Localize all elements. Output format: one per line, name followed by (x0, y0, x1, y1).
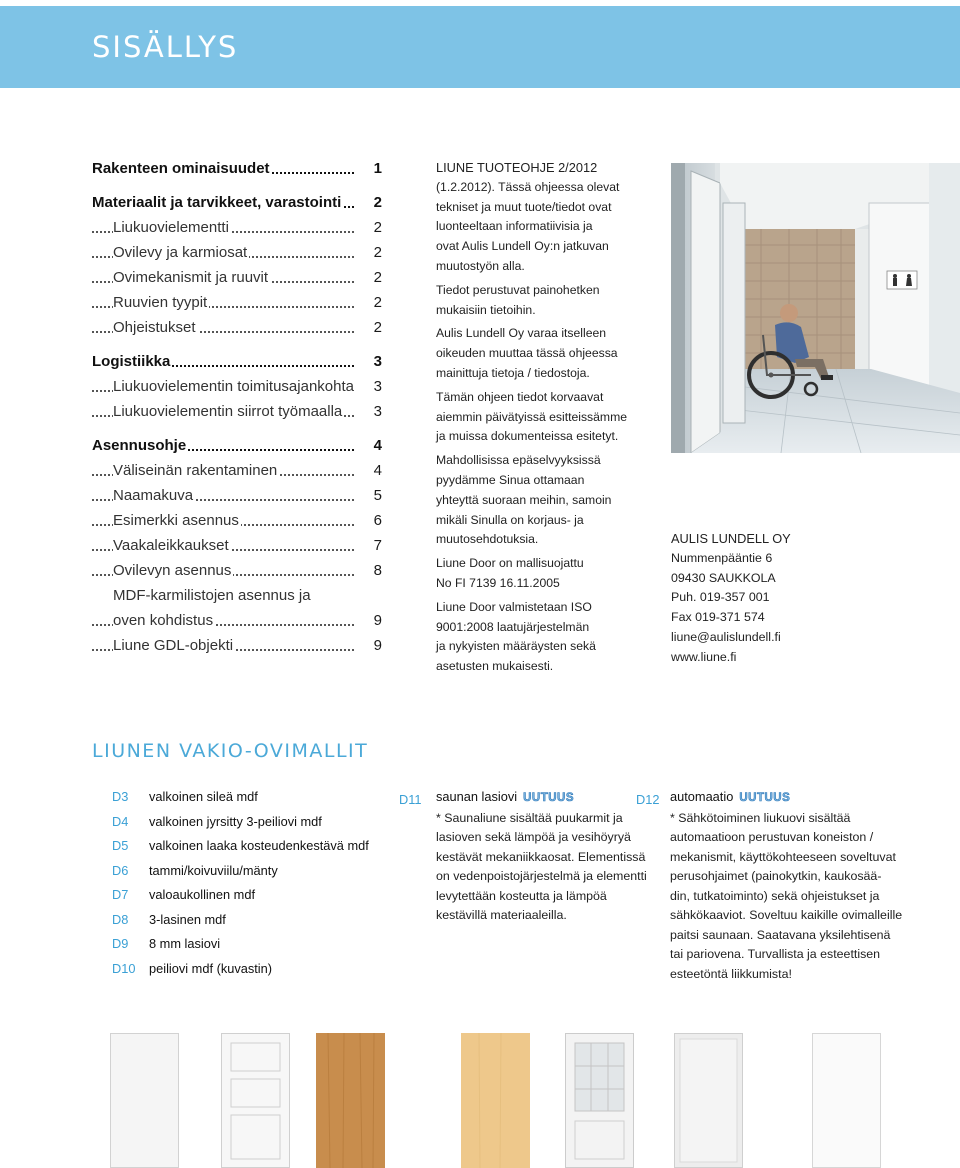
toc-entry (92, 583, 382, 608)
toc-entry-label: Ovimekanismit ja ruuvit (113, 265, 270, 290)
toc-entry-page: 2 (373, 244, 382, 261)
info-line: Liune Door on mallisuojattu (436, 556, 584, 571)
toc-entry (92, 608, 382, 633)
door-model-code: D6 (112, 862, 129, 878)
feature-line: esteetöntä liikkumista! (670, 966, 792, 981)
info-line: luonteeltaan informatiivisia ja (436, 219, 593, 234)
toc-entry-label: Materiaalit ja tarvikkeet, varastointi (92, 190, 343, 215)
door-model-code: D5 (112, 838, 129, 853)
feature-line: lasioven sekä lämpöä ja vesihöyryä (436, 830, 631, 844)
info-line: muutosehdotuksia. (436, 532, 539, 547)
feature-line: * Sähkötoiminen liukuovi sisältää (670, 810, 851, 825)
contact-line: www.liune.fi (671, 649, 737, 664)
feature-line: mekanismit, käyttökohteeseen soveltuvat (670, 849, 896, 864)
toc-entry-page: 2 (373, 194, 382, 211)
info-line: aiemmin päivätyissä esitteissämme (436, 409, 628, 424)
door-birch-veneer (461, 1033, 530, 1168)
door-model-description: peiliovi mdf (kuvastin) (149, 960, 273, 976)
feature-line: paitsi saunaan. Saatavana yksilehtisenä (670, 927, 891, 942)
toc-entry-label: Asennusohje (92, 433, 188, 458)
feature-body (436, 787, 647, 926)
info-line: oikeuden muuttaa tässä ohjeessa (436, 346, 618, 361)
toc-entry-page: 9 (373, 612, 382, 629)
door-model-code: D7 (112, 887, 129, 902)
toc-entry (92, 215, 382, 240)
toc-entry (92, 399, 382, 424)
new-badge: UUTUUS (523, 792, 575, 804)
toc-entry (92, 156, 382, 181)
door-model-code: D9 (112, 936, 129, 951)
info-line: ja nykyisten määräysten sekä (436, 639, 596, 654)
toc-gap (92, 424, 382, 433)
feature-line: sähkökaaviot. Soveltuu kaikille ovimalleille (670, 908, 903, 922)
toc-entry-label: Esimerkki asennus (113, 508, 241, 533)
info-line: mikäli Sinulla on korjaus- ja (436, 512, 584, 527)
toc-entry-label: Liukuovielementti (113, 215, 231, 240)
feature-line: perusohjaimet (painokytkin, kaukosää- (670, 869, 882, 883)
toc-entry (92, 240, 382, 265)
toc-entry (92, 190, 382, 215)
toc-entry-label: Ovilevyn asennus (113, 558, 233, 583)
info-line: Tämän ohjeen tiedot korvaavat (436, 389, 604, 404)
info-paragraph (436, 158, 636, 277)
door-d9-glass (674, 1033, 743, 1168)
toc-entry-page: 7 (373, 537, 382, 554)
info-line: tekniset ja muut tuote/tiedot ovat (436, 199, 612, 214)
door-d10-mirror-white (812, 1033, 881, 1168)
feature-code: D12 (636, 792, 660, 807)
feature-heading (436, 787, 647, 809)
door-model-description: tammi/koivuviilu/mänty (149, 862, 278, 878)
toc-entry (92, 483, 382, 508)
wheelchair-door-photo (671, 163, 960, 453)
toc-entry-label: Vaakaleikkaukset (113, 533, 231, 558)
company-name: AULIS LUNDELL OY (671, 531, 791, 546)
info-paragraph (436, 388, 636, 447)
info-line: No FI 7139 16.11.2005 (436, 575, 560, 590)
toc-entry-label: oven kohdistus (113, 608, 215, 633)
info-line: mainittuja tietoja / tiedostoja. (436, 365, 590, 380)
new-badge: UUTUUS (739, 792, 791, 804)
feature-line: tai pariovena. Turvallista ja esteettisen (670, 947, 881, 961)
contact-info (671, 529, 791, 668)
toc-entry-page: 2 (373, 269, 382, 286)
info-paragraph (436, 451, 636, 550)
toc-entry-page: 3 (373, 353, 382, 370)
info-line: mukaisiin tietoihin. (436, 302, 536, 317)
info-line: (1.2.2012). Tässä ohjeessa olevat (436, 179, 620, 194)
feature-body (670, 787, 902, 984)
toc-entry (92, 508, 382, 533)
info-line: Aulis Lundell Oy varaa itselleen (436, 326, 607, 341)
toc-entry-page: 3 (373, 403, 382, 420)
info-line: ja muissa dokumenteissa esitetyt. (436, 429, 619, 444)
toc-entry-page: 4 (373, 462, 382, 479)
info-paragraph (436, 324, 636, 383)
door-model-description: valoaukollinen mdf (149, 887, 255, 902)
document-info (436, 158, 636, 681)
contact-line: Fax 019-371 574 (671, 610, 765, 625)
section-title-door-models: LIUNEN VAKIO-OVIMALLIT (92, 740, 369, 762)
feature-line: * Saunaliune sisältää puukarmit ja (436, 810, 623, 825)
toc-entry-label: Liukuovielementin toimitusajankohta (113, 374, 356, 399)
toc-entry (92, 349, 382, 374)
toc-entry-page: 2 (373, 319, 382, 336)
page-title: SISÄLLYS (92, 30, 239, 64)
contact-line: 09430 SAUKKOLA (671, 570, 776, 585)
door-d8-glazed-white (565, 1033, 634, 1168)
toc-entry-page: 6 (373, 512, 382, 529)
info-line: 9001:2008 laatujärjestelmän (436, 619, 590, 634)
feature-d12-automation (636, 787, 903, 987)
feature-code: D11 (399, 792, 422, 807)
feature-line: kestävät mekaniikkaosat. Elementissä (436, 849, 646, 864)
toc-entry-label: Rakenteen ominaisuudet (92, 156, 272, 181)
toc-entry (92, 315, 382, 340)
toc-entry-page: 4 (373, 437, 382, 454)
toc-entry-page: 3 (373, 378, 382, 395)
info-line: ovat Aulis Lundell Oy:n jatkuvan (436, 239, 609, 254)
feature-line: kestävillä materiaaleilla. (436, 908, 567, 922)
feature-title: saunan lasiovi (436, 789, 518, 804)
info-line: yhteyttä suoraan meihin, samoin (436, 492, 612, 507)
info-line: Liune Door valmistetaan ISO (436, 599, 592, 614)
door-d4-three-panel-white (221, 1033, 290, 1168)
info-line: LIUNE TUOTEOHJE 2/2012 (436, 160, 598, 175)
door-d6-oak-veneer (316, 1033, 385, 1168)
contact-line: Puh. 019-357 001 (671, 590, 770, 605)
toc-entry (92, 374, 382, 399)
toc-entry-label: Ohjeistukset (113, 315, 198, 340)
feature-line: din, tutkatoiminto) sekä ohjeistukset ja (670, 888, 880, 903)
toc-entry-label: Logistiikka (92, 349, 172, 374)
toc-entry-page: 9 (373, 637, 382, 654)
toc-gap (92, 181, 382, 190)
door-d3-smooth-white (110, 1033, 179, 1168)
feature-line: automaatioon perustuvan koneiston / (670, 830, 874, 844)
toc-entry-page: 5 (373, 487, 382, 504)
door-model-code: D10 (112, 960, 136, 976)
toc-entry-page: 2 (373, 219, 382, 236)
door-model-description: valkoinen laaka kosteudenkestävä mdf (149, 838, 369, 853)
info-line: pyydämme Sinua ottamaan (436, 472, 585, 487)
door-model-code: D4 (112, 813, 129, 829)
toc-entry-label: Naamakuva (113, 483, 195, 508)
toc-entry-label: Liune GDL-objekti (113, 633, 235, 658)
toc-entry-page: 1 (373, 160, 382, 177)
info-paragraph (436, 598, 636, 677)
toc-entry (92, 265, 382, 290)
toc-entry (92, 433, 382, 458)
info-paragraph (436, 281, 636, 321)
toc-entry-label: Väliseinän rakentaminen (113, 458, 279, 483)
door-model-description: 3-lasinen mdf (149, 911, 226, 927)
feature-heading (670, 787, 902, 809)
door-model-description: 8 mm lasiovi (149, 936, 221, 951)
info-line: Tiedot perustuvat painohetken (436, 282, 600, 297)
feature-d11-sauna (399, 787, 647, 937)
toc-entry (92, 458, 382, 483)
info-line: Mahdollisissa epäselvyyksissä (436, 453, 601, 468)
toc-entry-page: 8 (373, 562, 382, 579)
info-paragraph (436, 554, 636, 594)
info-line: muutostyön alla. (436, 258, 525, 273)
contact-line: Nummenpääntie 6 (671, 550, 773, 565)
door-model-description: valkoinen sileä mdf (149, 789, 258, 804)
toc-entry (92, 290, 382, 315)
info-line: asetusten mukaisesti. (436, 659, 554, 674)
door-model-code: D8 (112, 911, 129, 927)
door-model-code: D3 (112, 789, 129, 804)
toc-entry-label: Ruuvien tyypit (113, 290, 209, 315)
table-of-contents (92, 156, 382, 658)
toc-entry (92, 558, 382, 583)
contact-line: liune@aulislundell.fi (671, 629, 781, 644)
toc-entry (92, 633, 382, 658)
feature-title: automaatio (670, 789, 734, 804)
toc-entry-label: MDF-karmilistojen asennus ja (113, 583, 313, 608)
door-model-description: valkoinen jyrsitty 3-peiliovi mdf (149, 813, 322, 829)
feature-line: levytettään kosteutta ja lämpöä (436, 888, 607, 903)
toc-entry-page: 2 (373, 294, 382, 311)
feature-line: on vedenpoistojärjestelmä ja elementti (436, 869, 647, 883)
toc-entry-label: Liukuovielementin siirrot työmaalla (113, 399, 344, 424)
toc-entry (92, 533, 382, 558)
toc-gap (92, 340, 382, 349)
toc-entry-label: Ovilevy ja karmiosat (113, 240, 249, 265)
